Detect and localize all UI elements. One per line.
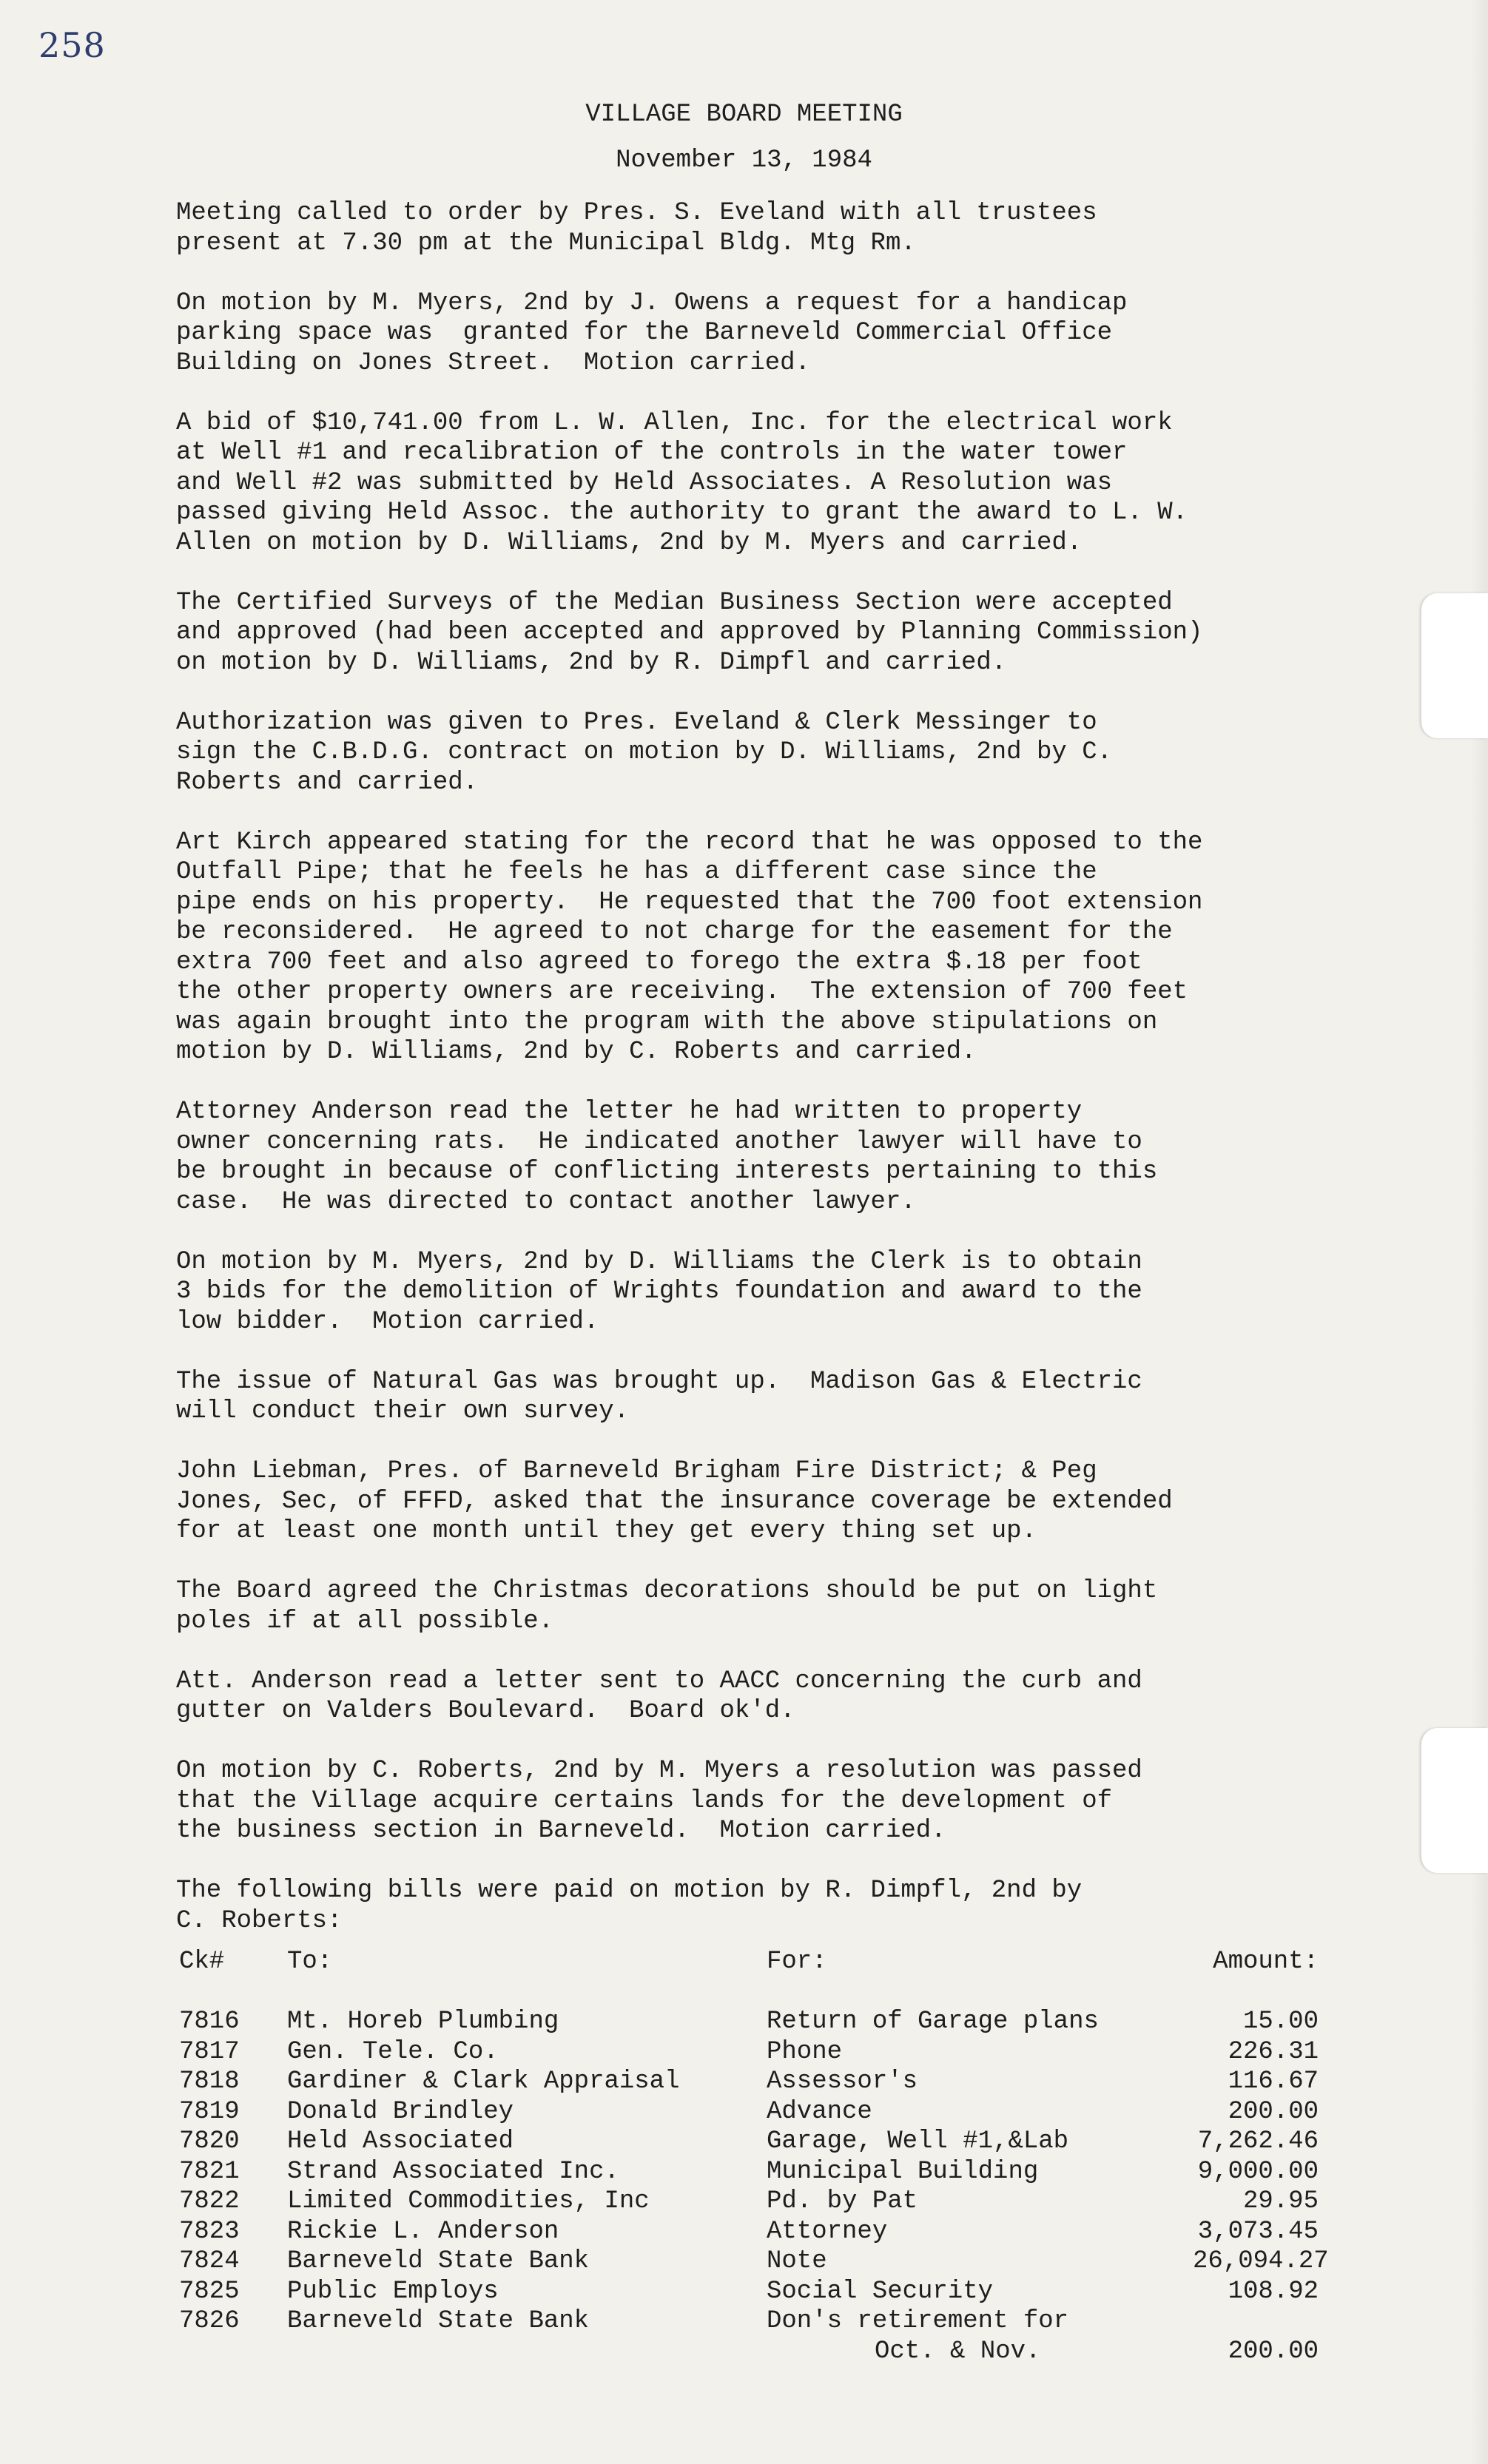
paragraph-line: was again brought into the program with the above stipulations on (176, 1007, 1158, 1036)
paragraph-line: present at 7.30 pm at the Municipal Bldg. Mtg Rm. (176, 229, 916, 257)
table-cell-ck: 7825 (179, 2277, 240, 2306)
document-header (0, 92, 1488, 183)
minutes-paragraph (176, 288, 1449, 379)
table-cell-to: Rickie L. Anderson (287, 2217, 559, 2246)
minutes-paragraph (176, 1367, 1449, 1427)
paragraph-line: the business section in Barneveld. Motion carried. (176, 1817, 946, 1845)
paragraph-line: parking space was granted for the Barneveld Commercial Office (176, 319, 1113, 347)
table-cell-for: Phone (767, 2037, 843, 2066)
table-cell-amount: 29.95 (1242, 2187, 1319, 2215)
table-cell-amount: 9,000.00 (1197, 2157, 1319, 2186)
table-row (179, 2217, 1319, 2247)
paragraph-line: On motion by M. Myers, 2nd by J. Owens a request for a handicap (176, 288, 1128, 317)
minutes-paragraph (176, 828, 1449, 1067)
paragraph-line: The issue of Natural Gas was brought up. Madison Gas & Electric (176, 1367, 1142, 1396)
table-cell-amount: 15.00 (1242, 2008, 1319, 2036)
minutes-body (176, 198, 1449, 1966)
table-cell-for: Attorney (767, 2217, 888, 2246)
paragraph-line: for at least one month until they get every thing set up. (176, 1517, 1037, 1545)
paragraph-line: pipe ends on his property. He requested that the 700 foot extension (176, 888, 1203, 917)
paragraph-line: C. Roberts: (176, 1906, 343, 1935)
paragraph-line: gutter on Valders Boulevard. Board ok'd. (176, 1697, 795, 1725)
table-cell-amount: 116.67 (1228, 2068, 1319, 2096)
table-cell-to: Held Associated (287, 2127, 514, 2156)
paragraph-line: poles if at all possible. (176, 1607, 554, 1636)
minutes-paragraph (176, 1576, 1449, 1636)
paragraph-line: motion by D. Williams, 2nd by C. Roberts and carried. (176, 1038, 977, 1066)
document-title: VILLAGE BOARD MEETING (585, 101, 903, 129)
paragraph-line: Meeting called to order by Pres. S. Eveland with all trustees (176, 199, 1097, 227)
paragraph-line: The Certified Surveys of the Median Business Section were accepted (176, 588, 1173, 617)
scan-edge-shadow (1470, 0, 1488, 2464)
table-cell-ck: 7822 (179, 2187, 240, 2215)
table-cell-ck: 7824 (179, 2247, 240, 2275)
table-cell-for: Don's retirement for (767, 2307, 1069, 2335)
table-cell-to: Donald Brindley (287, 2097, 514, 2126)
paragraph-line: and Well #2 was submitted by Held Associates. A Resolution was (176, 468, 1113, 497)
table-cell-to: Barneveld State Bank (287, 2307, 590, 2335)
paragraph-line: Attorney Anderson read the letter he had written to property (176, 1098, 1083, 1126)
table-cell-to: Gen. Tele. Co. (287, 2037, 499, 2066)
table-row (179, 2127, 1319, 2157)
paragraph-line: low bidder. Motion carried. (176, 1307, 599, 1336)
table-cell-for: Pd. by Pat (767, 2187, 918, 2215)
minutes-paragraph (176, 408, 1449, 558)
table-cell-for: Advance (767, 2097, 872, 2126)
paragraph-line: John Liebman, Pres. of Barneveld Brigham Fire District; & Peg (176, 1457, 1097, 1485)
minutes-paragraph (176, 1667, 1449, 1727)
paragraph-line: case. He was directed to contact another lawyer. (176, 1187, 916, 1216)
table-cell-ck: 7821 (179, 2157, 240, 2186)
table-cell-ck: 7819 (179, 2097, 240, 2126)
minutes-paragraph (176, 588, 1449, 678)
paragraph-line: On motion by M. Myers, 2nd by D. Williams the Clerk is to obtain (176, 1247, 1142, 1276)
table-cell-amount: 200.00 (1228, 2097, 1319, 2126)
minutes-paragraph (176, 708, 1449, 798)
table-row (179, 2037, 1319, 2068)
paragraph-line: Att. Anderson read a letter sent to AACC concerning the curb and (176, 1667, 1142, 1695)
column-header-amount: Amount: (1213, 1948, 1319, 1976)
table-cell-amount: 26,094.27 (1193, 2247, 1329, 2275)
table-cell-for: Garage, Well #1,&Lab (767, 2127, 1069, 2156)
table-cell-ck: 7820 (179, 2127, 240, 2156)
table-row (179, 2306, 1319, 2337)
paragraph-line: The Board agreed the Christmas decorations should be put on light (176, 1577, 1158, 1605)
table-cell-for: Social Security (767, 2277, 994, 2306)
column-header-for: For: (767, 1948, 827, 1976)
table-cell-ck: 7818 (179, 2068, 240, 2096)
table-cell-for: Return of Garage plans (767, 2008, 1099, 2036)
table-cell-amount: 108.92 (1228, 2277, 1319, 2306)
table-cell-for: Oct. & Nov. (875, 2337, 1041, 2366)
paragraph-line: extra 700 feet and also agreed to forego the extra $.18 per foot (176, 948, 1142, 976)
paragraph-line: be brought in because of conflicting interests pertaining to this (176, 1158, 1158, 1186)
paragraph-line: passed giving Held Assoc. the authority to grant the award to L. W. (176, 499, 1188, 527)
paragraph-line: the other property owners are receiving. The extension of 700 feet (176, 978, 1188, 1006)
table-cell-ck: 7823 (179, 2217, 240, 2246)
table-row (179, 2187, 1319, 2217)
bills-continuation-row (179, 2337, 1319, 2367)
table-cell-to (287, 2337, 767, 2367)
paragraph-line: On motion by C. Roberts, 2nd by M. Myers a resolution was passed (176, 1757, 1142, 1785)
paragraph-line: will conduct their own survey. (176, 1397, 630, 1425)
table-cell-to: Mt. Horeb Plumbing (287, 2008, 559, 2036)
table-cell-for: Municipal Building (767, 2157, 1039, 2186)
table-cell-ck: 7817 (179, 2037, 240, 2066)
minutes-paragraph (176, 1876, 1449, 1936)
bills-rows (179, 2007, 1329, 2337)
paragraph-line: and approved (had been accepted and approved by Planning Commission) (176, 618, 1203, 647)
table-cell-to: Barneveld State Bank (287, 2247, 590, 2275)
paragraph-line: sign the C.B.D.G. contract on motion by D. Williams, 2nd by C. (176, 738, 1113, 766)
paragraph-line: owner concerning rats. He indicated another lawyer will have to (176, 1127, 1142, 1156)
paragraph-line: Jones, Sec, of FFFD, asked that the insurance coverage be extended (176, 1487, 1173, 1516)
paragraph-line: Building on Jones Street. Motion carried. (176, 348, 810, 377)
table-cell-ck: 7816 (179, 2008, 240, 2036)
table-cell-amount: 3,073.45 (1197, 2217, 1319, 2246)
table-cell-amount: 7,262.46 (1197, 2127, 1319, 2156)
paragraph-line: Outfall Pipe; that he feels he has a different case since the (176, 858, 1097, 886)
paragraph-line: 3 bids for the demolition of Wrights foundation and award to the (176, 1277, 1142, 1306)
paragraph-line: on motion by D. Williams, 2nd by R. Dimpfl and carried. (176, 648, 1007, 677)
table-cell-amount: 200.00 (1228, 2337, 1319, 2366)
minutes-paragraph (176, 1097, 1449, 1217)
meeting-date: November 13, 1984 (616, 146, 872, 175)
table-cell-for: Note (767, 2247, 827, 2275)
table-row (179, 2097, 1319, 2127)
paragraph-line: that the Village acquire certains lands for the development of (176, 1786, 1113, 1815)
minutes-paragraph (176, 198, 1449, 258)
page-number: 258 (38, 25, 106, 65)
minutes-paragraph (176, 1457, 1449, 1547)
table-cell-amount: 226.31 (1228, 2037, 1319, 2066)
paragraph-line: Roberts and carried. (176, 768, 479, 797)
table-cell-ck: 7826 (179, 2307, 240, 2335)
paragraph-line: be reconsidered. He agreed to not charge for the easement for the (176, 918, 1173, 946)
paragraph-line: A bid of $10,741.00 from L. W. Allen, Inc. for the electrical work (176, 408, 1173, 437)
paragraph-line: Authorization was given to Pres. Eveland & Clerk Messinger to (176, 708, 1097, 737)
paragraph-line: The following bills were paid on motion by R. Dimpfl, 2nd by (176, 1877, 1083, 1905)
table-cell-ck (179, 2337, 287, 2367)
table-cell-to: Public Employs (287, 2277, 499, 2306)
table-row (179, 2067, 1319, 2097)
table-cell-to: Gardiner & Clark Appraisal (287, 2068, 680, 2096)
paragraph-line: Art Kirch appeared stating for the record that he was opposed to the (176, 828, 1203, 857)
paragraph-line: at Well #1 and recalibration of the controls in the water tower (176, 439, 1128, 467)
bills-table (179, 1947, 1329, 2366)
minutes-paragraph (176, 1247, 1449, 1337)
bills-header-row (179, 1947, 1319, 1977)
table-cell-to: Limited Commodities, Inc (287, 2187, 650, 2215)
table-row (179, 2157, 1319, 2187)
table-cell-to: Strand Associated Inc. (287, 2157, 619, 2186)
column-header-ck: Ck# (179, 1948, 225, 1976)
table-row (179, 2247, 1329, 2277)
table-cell-amount (1193, 2306, 1319, 2337)
table-row (179, 2007, 1319, 2037)
minutes-paragraph (176, 1756, 1449, 1846)
paragraph-line: Allen on motion by D. Williams, 2nd by M. Myers and carried. (176, 528, 1083, 557)
column-header-to: To: (287, 1948, 333, 1976)
table-row (179, 2277, 1319, 2307)
table-cell-for: Assessor's (767, 2068, 918, 2096)
